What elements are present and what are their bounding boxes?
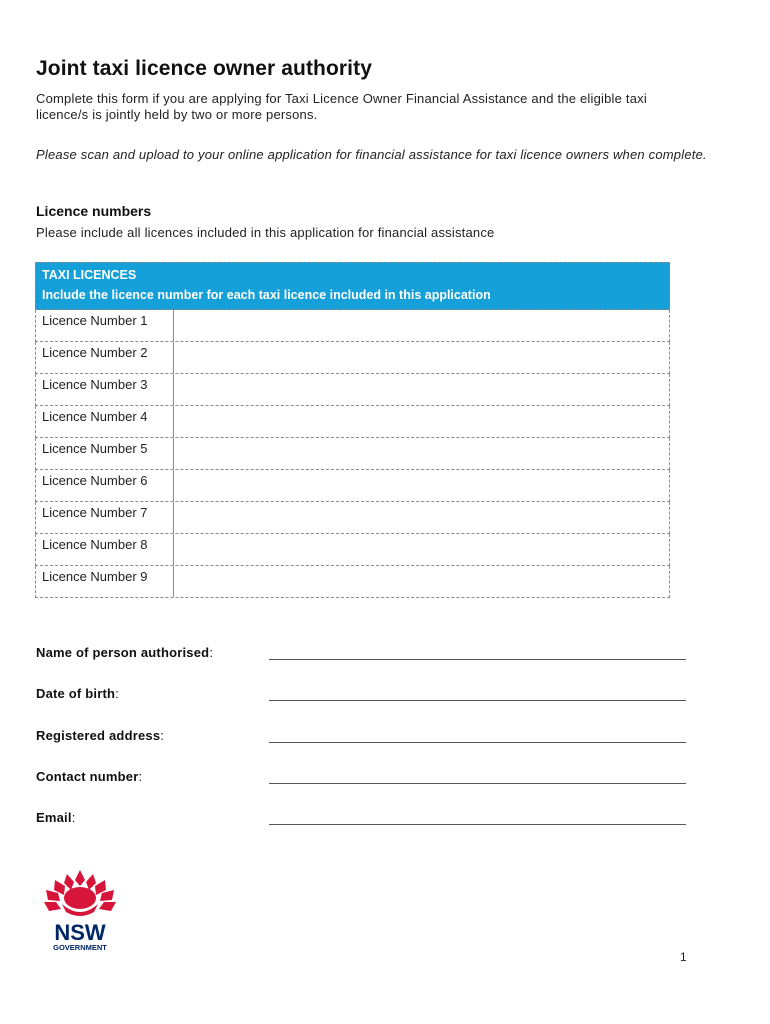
date-of-birth-row: [36, 686, 686, 706]
licence-label: Licence Number 4: [36, 406, 174, 437]
licence-label: Licence Number 9: [36, 566, 174, 597]
licence-number-input[interactable]: [174, 342, 669, 373]
licence-number-input[interactable]: [174, 566, 669, 597]
upload-instruction: Please scan and upload to your online application for financial assistance for taxi licence owners when complete.: [36, 147, 707, 162]
licence-label: Licence Number 3: [36, 374, 174, 405]
name-authorised-label: Name of person authorised:: [36, 645, 214, 660]
table-subtitle: Include the licence number for each taxi licence included in this application: [42, 288, 491, 302]
licence-row: [35, 406, 670, 438]
contact-number-label-text: Contact number: [36, 769, 139, 784]
licence-rows: [35, 310, 670, 598]
contact-number-input[interactable]: [269, 783, 686, 784]
licence-number-input[interactable]: [174, 470, 669, 501]
date-of-birth-label-text: Date of birth: [36, 686, 116, 701]
logo-subtitle: GOVERNMENT: [53, 943, 107, 952]
licence-number-input[interactable]: [174, 438, 669, 469]
email-label-text: Email: [36, 810, 72, 825]
licence-label: Licence Number 2: [36, 342, 174, 373]
email-row: [36, 810, 686, 830]
licence-row: [35, 534, 670, 566]
licence-row: [35, 470, 670, 502]
licence-number-input[interactable]: [174, 502, 669, 533]
name-authorised-row: [36, 645, 686, 665]
licence-numbers-description: Please include all licences included in this application for financial assistance: [36, 225, 495, 240]
email-label: Email:: [36, 810, 76, 825]
licence-number-input[interactable]: [174, 374, 669, 405]
date-of-birth-label: Date of birth:: [36, 686, 119, 701]
licence-label: Licence Number 7: [36, 502, 174, 533]
logo-wordmark: NSW: [54, 920, 106, 945]
intro-text: Complete this form if you are applying for Taxi Licence Owner Financial Assistance and the eligible taxi licence/s is jointly held by two or more persons.: [36, 91, 647, 122]
page-title: Joint taxi licence owner authority: [36, 57, 372, 80]
contact-number-label: Contact number:: [36, 769, 143, 784]
licence-number-input[interactable]: [174, 534, 669, 565]
contact-number-row: [36, 769, 686, 789]
page-number: 1: [680, 950, 687, 964]
registered-address-label-text: Registered address: [36, 728, 161, 743]
licence-row: [35, 566, 670, 598]
name-authorised-input[interactable]: [269, 659, 686, 660]
email-input[interactable]: [269, 824, 686, 825]
licence-label: Licence Number 1: [36, 310, 174, 341]
licence-numbers-heading: Licence numbers: [36, 203, 152, 219]
licence-label: Licence Number 6: [36, 470, 174, 501]
registered-address-row: [36, 728, 686, 748]
waratah-icon: [44, 870, 116, 916]
licence-row: [35, 342, 670, 374]
licence-label: Licence Number 8: [36, 534, 174, 565]
table-title: TAXI LICENCES: [42, 268, 137, 282]
name-authorised-label-text: Name of person authorised: [36, 645, 210, 660]
licence-row: [35, 310, 670, 342]
registered-address-input[interactable]: [269, 742, 686, 743]
taxi-licences-table: [35, 262, 670, 598]
date-of-birth-input[interactable]: [269, 700, 686, 701]
licence-row: [35, 502, 670, 534]
nsw-government-logo: [40, 868, 120, 952]
licence-row: [35, 374, 670, 406]
table-header: [35, 262, 670, 310]
licence-number-input[interactable]: [174, 406, 669, 437]
licence-label: Licence Number 5: [36, 438, 174, 469]
registered-address-label: Registered address:: [36, 728, 165, 743]
licence-row: [35, 438, 670, 470]
licence-number-input[interactable]: [174, 310, 669, 341]
